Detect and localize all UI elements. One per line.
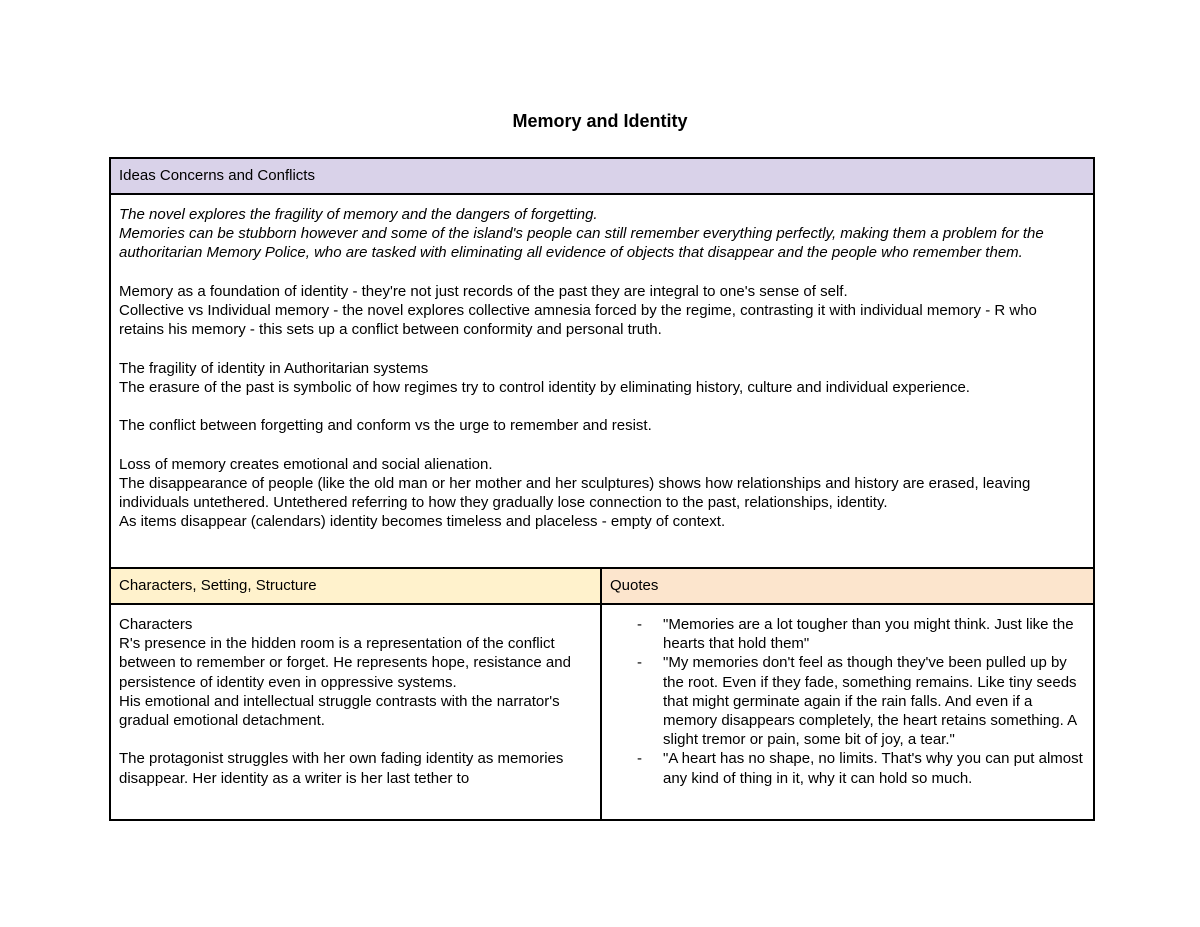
ideas-line: As items disappear (calendars) identity becomes timeless and placeless - empty of context. — [119, 513, 726, 531]
ideas-line: The erasure of the past is symbolic of how regimes try to control identity by eliminating history, culture and individual experience. — [119, 378, 970, 396]
quotes-content — [610, 615, 1085, 805]
characters-body-cell — [110, 604, 601, 820]
characters-line: R's presence in the hidden room is a representation of the conflict between to remember or forget. He represents hope, resistance and persistence of identity even in oppressive systems. — [119, 635, 571, 691]
ideas-header-cell — [110, 158, 1094, 194]
ideas-paragraph — [119, 282, 1085, 340]
section-body-row — [110, 604, 1094, 820]
ideas-line: The conflict between forgetting and conform vs the urge to remember and resist. — [119, 417, 652, 435]
ideas-italic-paragraph — [119, 205, 1085, 263]
ideas-body-row — [110, 194, 1094, 568]
bullet-dash: - — [637, 616, 642, 633]
quote-item — [610, 749, 1085, 787]
section-header-row — [110, 568, 1094, 604]
quotes-header: Quotes — [610, 577, 659, 595]
ideas-paragraph — [119, 359, 1085, 397]
bullet-dash: - — [637, 654, 642, 672]
ideas-italic-line: The novel explores the fragility of memory and the dangers of forgetting. — [119, 206, 598, 223]
ideas-header: Ideas Concerns and Conflicts — [119, 167, 315, 185]
quote-item — [610, 615, 1085, 653]
ideas-paragraph — [119, 416, 1085, 435]
quotes-body-cell — [601, 604, 1094, 820]
quote-list — [610, 615, 1085, 788]
characters-content — [119, 615, 592, 805]
ideas-line: The fragility of identity in Authoritarian systems — [119, 359, 429, 377]
characters-line: The protagonist struggles with her own fading identity as memories disappear. Her identity as a writer is her last tether to — [119, 750, 564, 787]
characters-paragraph — [119, 615, 592, 730]
ideas-line: Memory as a foundation of identity - they're not just records of the past they are integral to one's sense of self. — [119, 282, 848, 300]
quote-text: "Memories are a lot tougher than you might think. Just like the hearts that hold them" — [663, 616, 1074, 653]
quote-text: "A heart has no shape, no limits. That's why you can put almost any kind of thing in it, why it can hold so much. — [663, 750, 1083, 787]
notes-table — [109, 157, 1095, 821]
ideas-line: The disappearance of people (like the old man or her mother and her sculptures) shows how relationships and history are erased, leaving individuals untethered. Untethered referring to how they gradually lose connection to the past, relationships, identity. — [119, 474, 1031, 511]
quote-item — [610, 653, 1085, 749]
quote-text: "My memories don't feel as though they've been pulled up by the root. Even if they fade, something remains. Like tiny seeds that might germinate again if the rain falls. And even if a memory disappears completely, the heart retains something. A slight tremor or pain, some bit of joy, a tear." — [663, 654, 1077, 749]
characters-line: Characters — [119, 616, 193, 633]
characters-header: Characters, Setting, Structure — [119, 577, 317, 595]
document-title: Memory and Identity — [512, 111, 688, 131]
characters-line: His emotional and intellectual struggle contrasts with the narrator's gradual emotional detachment. — [119, 692, 560, 730]
ideas-header-row — [110, 158, 1094, 194]
ideas-body-cell — [110, 194, 1094, 568]
ideas-line: Loss of memory creates emotional and social alienation. — [119, 455, 493, 473]
quotes-header-cell — [601, 568, 1094, 604]
bullet-dash: - — [637, 750, 642, 768]
ideas-line: Collective vs Individual memory - the novel explores collective amnesia forced by the regime, contrasting it with individual memory - R who retains his memory - this sets up a conflict between conformity and personal truth. — [119, 302, 1037, 339]
characters-paragraph — [119, 749, 592, 787]
ideas-paragraph — [119, 455, 1085, 532]
characters-header-cell — [110, 568, 601, 604]
ideas-italic-line: Memories can be stubborn however and some of the island's people can still remember everything perfectly, making them a problem for the authoritarian Memory Police, who are tasked with eliminating all evidence of objects that disappear and the people who remember them. — [119, 225, 1044, 262]
